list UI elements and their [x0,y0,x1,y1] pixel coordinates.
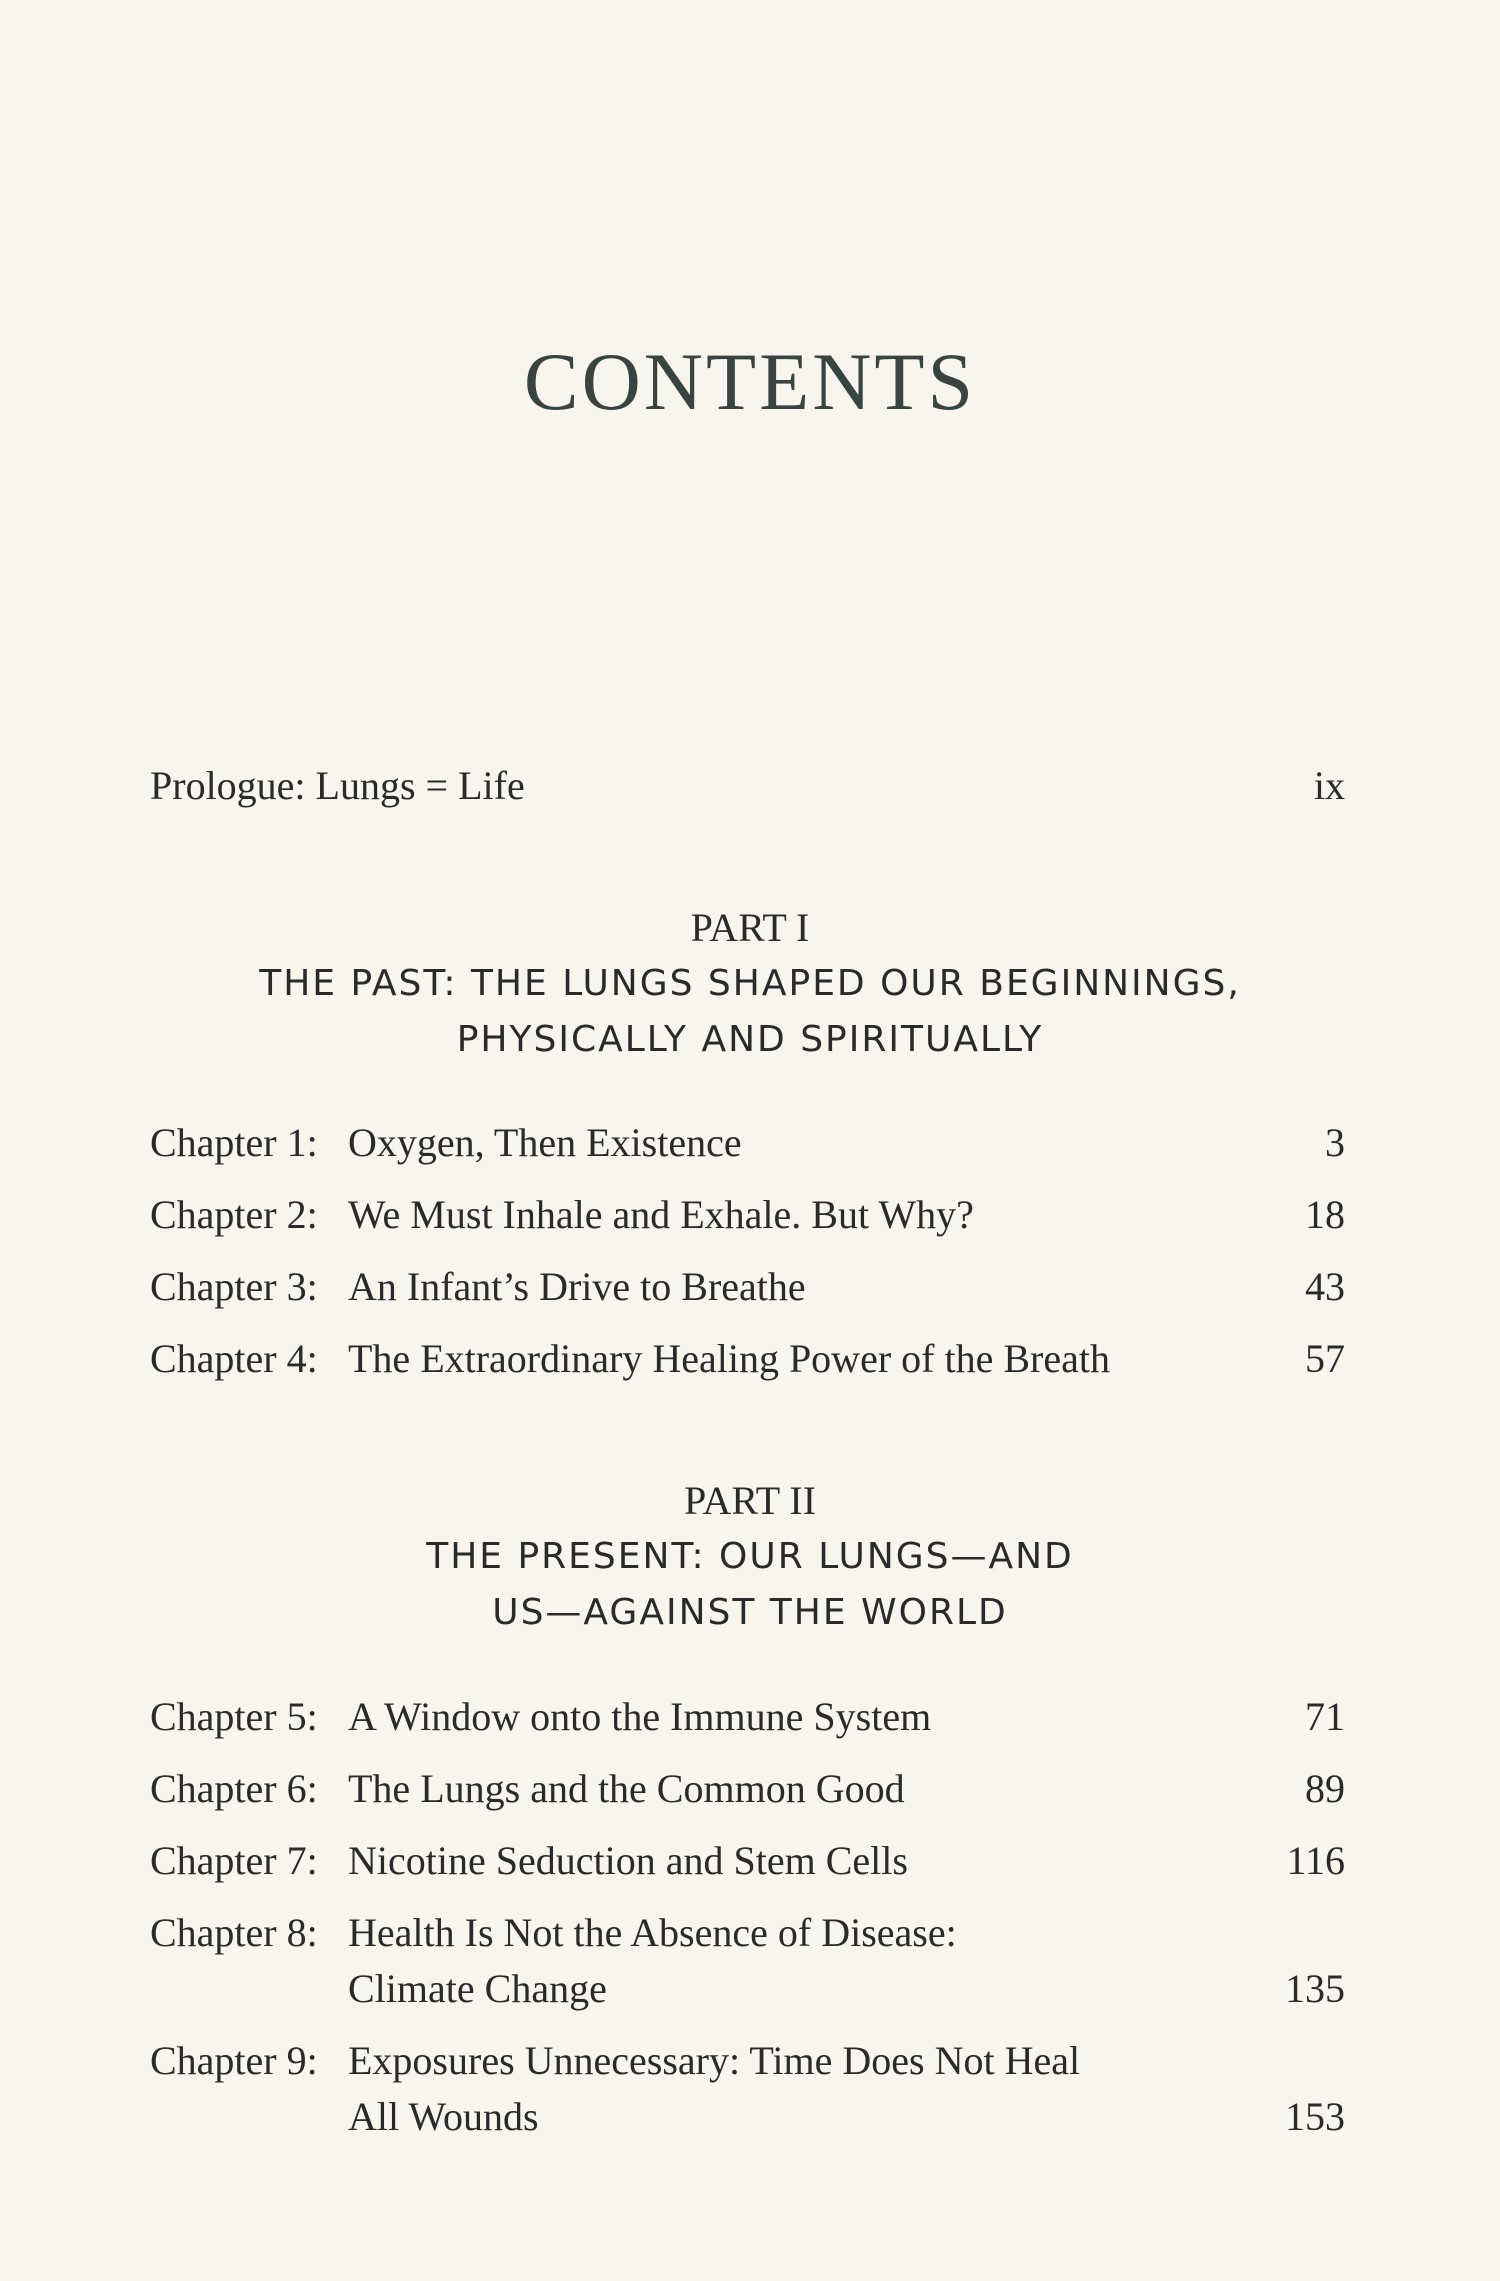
toc-entry-chapter-5[interactable] [150,1689,1345,1745]
chapter-number: Chapter 7: [150,1838,318,1883]
toc-entry-page: 71 [1305,1694,1345,1739]
chapter-title: Health Is Not the Absence of Disease: [348,1910,957,1955]
chapter-title: The Extraordinary Healing Power of the Breath [348,1336,1110,1381]
toc-entry-chapter-6[interactable] [150,1761,1345,1817]
toc-entry-page: 3 [1325,1120,1345,1165]
page-title: CONTENTS [523,336,977,427]
chapter-number: Chapter 3: [150,1264,318,1309]
toc-entry-chapter-1[interactable] [150,1115,1345,1171]
part-subtitle-line: THE PAST: THE LUNGS SHAPED OUR BEGINNINGS, [259,963,1241,1004]
part-subtitle-line: THE PRESENT: OUR LUNGS—AND [426,1536,1074,1577]
part-subtitle-line: PHYSICALLY AND SPIRITUALLY [456,1019,1044,1060]
part-label: PART II [683,1478,817,1523]
toc-entry-page: 43 [1305,1264,1345,1309]
chapter-title: Oxygen, Then Existence [348,1120,742,1165]
chapter-number: Chapter 9: [150,2038,318,2083]
toc-entry-chapter-7[interactable] [150,1833,1345,1889]
toc-entry-page: 57 [1305,1336,1345,1381]
toc-entry-page: 116 [1286,1838,1345,1883]
chapter-title-continued: Climate Change [348,1966,607,2011]
toc-entry-page: 18 [1305,1192,1345,1237]
chapter-title: Exposures Unnecessary: Time Does Not Heal [348,2038,1081,2083]
chapter-number: Chapter 8: [150,1910,318,1955]
part-heading [0,900,1500,1068]
chapter-number: Chapter 2: [150,1192,318,1237]
chapter-title: Nicotine Seduction and Stem Cells [348,1838,908,1883]
toc-entry-page: 153 [1285,2094,1345,2139]
chapter-title: The Lungs and the Common Good [348,1766,905,1811]
toc-entry-chapter-9[interactable] [150,2033,1345,2145]
chapter-title-continued: All Wounds [348,2094,539,2139]
toc-entry-page: 89 [1305,1766,1345,1811]
chapter-title: A Window onto the Immune System [348,1694,932,1739]
toc-entry-chapter-3[interactable] [150,1259,1345,1315]
chapter-number: Chapter 1: [150,1120,318,1165]
part-label: PART I [690,905,810,950]
toc-entry-prologue[interactable] [150,758,1345,814]
chapter-title: An Infant’s Drive to Breathe [348,1264,806,1309]
part-subtitle-line: US—AGAINST THE WORLD [492,1592,1008,1633]
toc-entry-chapter-2[interactable] [150,1187,1345,1243]
chapter-number: Chapter 4: [150,1336,318,1381]
chapter-title: We Must Inhale and Exhale. But Why? [348,1192,974,1237]
toc-entry-label: Prologue: Lungs = Life [150,763,525,808]
toc-entry-chapter-8[interactable] [150,1905,1345,2017]
chapter-number: Chapter 6: [150,1766,318,1811]
part-heading [0,1473,1500,1641]
toc-entry-page: ix [1313,763,1345,808]
toc-entry-page: 135 [1285,1966,1345,2011]
toc-entry-chapter-4[interactable] [150,1331,1345,1387]
chapter-number: Chapter 5: [150,1694,318,1739]
